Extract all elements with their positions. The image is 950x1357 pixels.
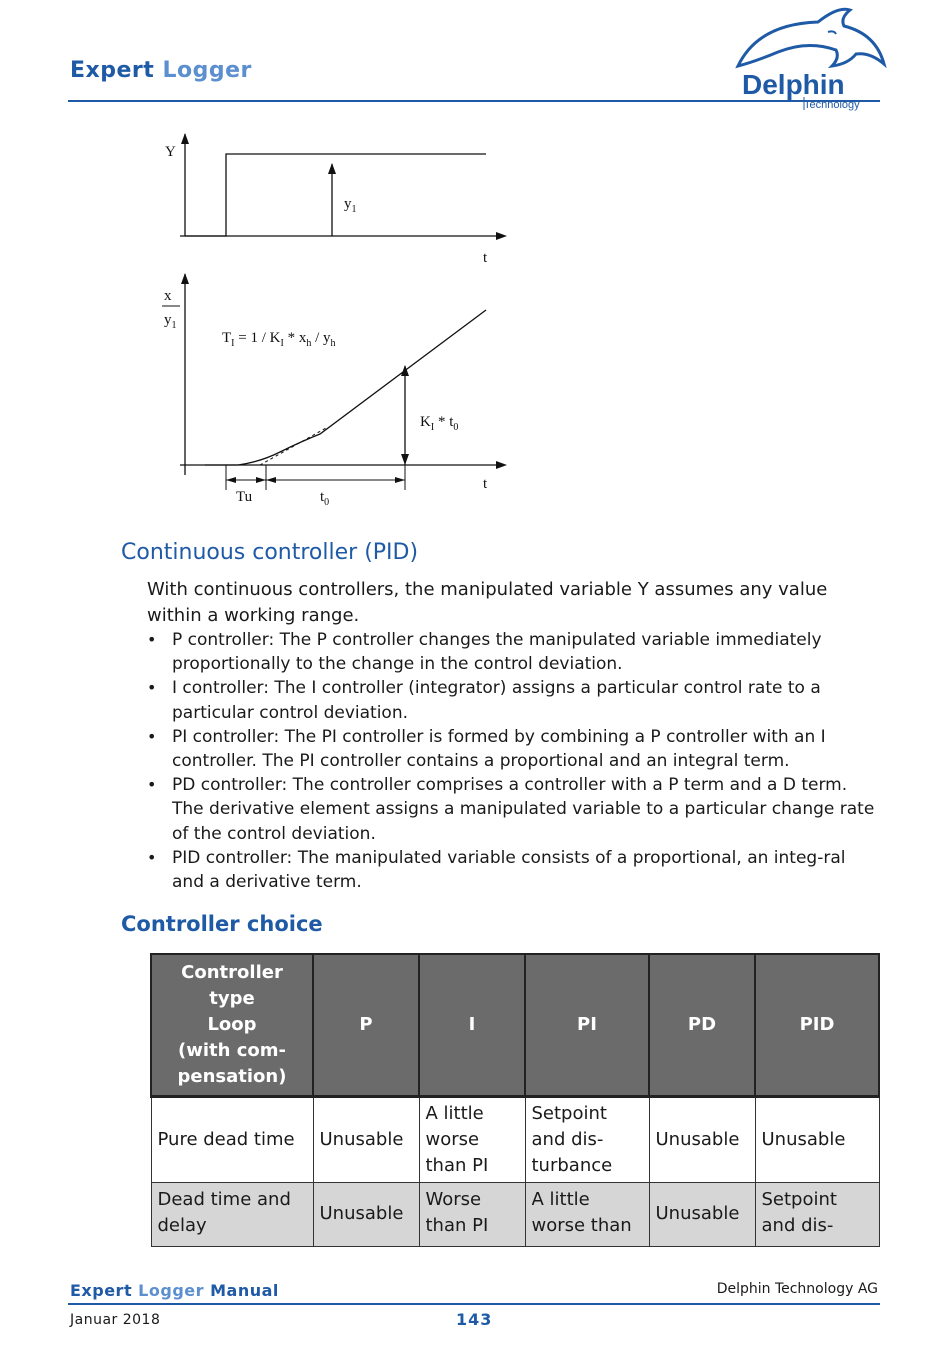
bottom-y-arrow-icon (181, 273, 189, 284)
page-number: 143 (456, 1310, 493, 1329)
bottom-x-arrow-icon (496, 461, 507, 469)
k-arrow-down-icon (401, 454, 409, 465)
title-part-logger: Logger (162, 58, 252, 83)
ti-formula: $T_I = 1 / K_I * x_h / y_h$ (222, 330, 336, 349)
header-line: pensation) (177, 1065, 287, 1087)
header-controller-type (151, 954, 313, 1096)
table-row (151, 1182, 879, 1246)
table-cell (419, 1182, 525, 1246)
t0-left-arrow-icon (266, 477, 276, 483)
footer-part-manual: Manual (210, 1281, 279, 1300)
tu-left-arrow-icon (226, 477, 236, 483)
footer-company: Delphin Technology AG (716, 1281, 878, 1297)
logo-wordmark: Delphin (742, 69, 845, 100)
cell-text: A little worse than (531, 1189, 632, 1236)
title-part-expert: Expert (70, 58, 155, 83)
step-signal (185, 154, 486, 236)
bottom-x-label: x (164, 288, 172, 304)
list-item: • PID controller: The manipulated variable consists of a proportional, an integ-ral and a derivative term. (147, 846, 882, 894)
table-cell: Unusable (649, 1096, 755, 1182)
table-cell: Setpoint and dis-turbance (525, 1096, 649, 1182)
bottom-t-label: t (483, 476, 488, 492)
top-y-label: Y (165, 144, 176, 160)
table-cell (755, 1182, 879, 1246)
top-y-arrow-icon (181, 133, 189, 144)
header-pd: PD (649, 954, 755, 1096)
cell-text: Setpoint and dis- (761, 1189, 837, 1236)
tu-label: Tu (236, 489, 253, 505)
list-item: • I controller: The I controller (integrator) assigns a particular control rate to a particular control deviation. (147, 676, 882, 724)
top-x-arrow-icon (496, 232, 507, 240)
footer-manual-title (70, 1281, 279, 1300)
k-arrow-up-icon (401, 365, 409, 376)
controller-choice-table (150, 953, 880, 1247)
header-p: P (313, 954, 419, 1096)
header-pid: PID (755, 954, 879, 1096)
table-cell: A little worse than PI (419, 1096, 525, 1182)
table-cell: Unusable (755, 1096, 879, 1182)
dolphin-eye-icon (828, 31, 836, 34)
table-cell (525, 1182, 649, 1246)
list-item: • P controller: The P controller changes the manipulated variable immediately proportionally to the change in the control deviation. (147, 628, 882, 676)
logo-subtitle: Technology (804, 99, 860, 111)
top-t-label: t (483, 250, 488, 266)
cell-text: Dead time and delay (157, 1189, 291, 1236)
t0-right-arrow-icon (395, 477, 405, 483)
row-label: Pure dead time (151, 1096, 313, 1182)
section-heading: Continuous controller (PID) (121, 540, 419, 565)
list-item: • PD controller: The controller comprises a controller with a P term and a D term. The derivative element assigns a manipulated variable to a particular change rate of the control deviation. (147, 773, 882, 846)
header-i: I (419, 954, 525, 1096)
table-cell (313, 1182, 419, 1246)
footer-part-logger: Logger (138, 1281, 205, 1300)
header-pi: PI (525, 954, 649, 1096)
header-line: Loop (207, 1013, 257, 1035)
cell-text: Unusable (655, 1203, 740, 1224)
header-line: type (209, 987, 255, 1009)
k-label: $K_I * t_0$ (420, 414, 459, 433)
table-cell: Unusable (313, 1096, 419, 1182)
step-response-figure (150, 120, 530, 520)
footer-date: Januar 2018 (70, 1312, 161, 1328)
y1-label: $y_1$ (344, 196, 357, 215)
delphin-logo (728, 4, 888, 114)
footer-part-expert: Expert (70, 1281, 133, 1300)
list-item: • PI controller: The PI controller is formed by combining a P controller with an I controller. The PI controller contains a proportional and an integral term. (147, 725, 882, 773)
bottom-response-plot (162, 273, 507, 508)
subsection-heading: Controller choice (121, 912, 323, 936)
cell-text: Worse than PI (425, 1189, 489, 1236)
document-title (70, 58, 252, 83)
cell-text: Unusable (319, 1203, 404, 1224)
footer-rule (68, 1303, 880, 1305)
controller-list (147, 628, 882, 894)
t0-label: $t_0$ (320, 489, 330, 508)
tu-right-arrow-icon (256, 477, 266, 483)
header-line: (with com- (178, 1039, 286, 1061)
y1-arrow-icon (328, 163, 336, 174)
table-cell (649, 1182, 755, 1246)
top-step-plot (165, 133, 507, 266)
table-header-row (151, 954, 879, 1096)
bottom-y-label: $y_1$ (164, 312, 177, 331)
intro-paragraph: With continuous controllers, the manipulated variable Y assumes any value within a working range. (147, 579, 828, 626)
header-line: Controller (181, 961, 283, 983)
dolphin-icon (738, 9, 884, 66)
tangent-line (260, 428, 326, 465)
table-row (151, 1096, 879, 1182)
row-label (151, 1182, 313, 1246)
